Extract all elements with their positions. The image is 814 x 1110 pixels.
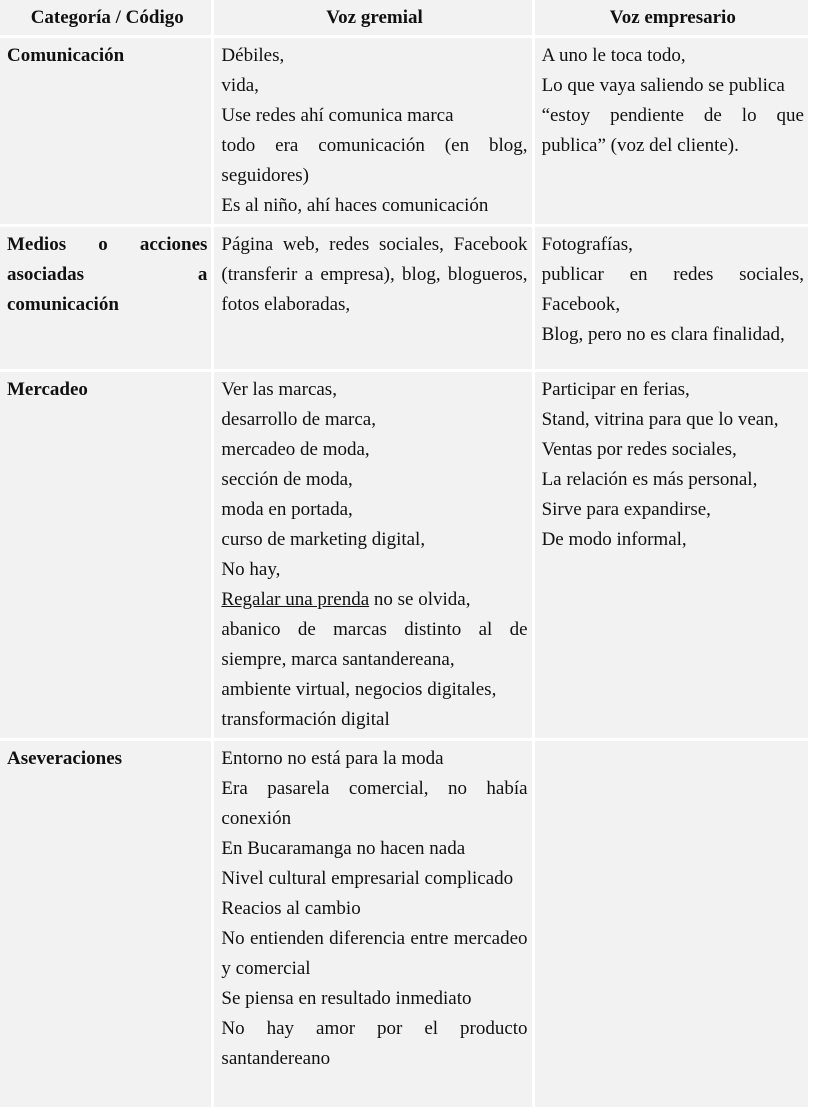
list-item: Fotografías, (541, 234, 633, 255)
category-cell: Mercadeo (0, 372, 211, 738)
list-item: vida, (221, 75, 259, 96)
list-item: moda en portada, (221, 499, 353, 520)
phrase-rest: no se olvida, (369, 589, 471, 610)
voz-gremial-cell (214, 38, 531, 224)
table-row-aseveraciones (0, 741, 808, 1107)
list-item: sección de moda, (221, 469, 353, 490)
list-item: “estoy pendiente de lo que publica” (voz del cliente). (541, 105, 804, 156)
list-item: Era pasarela comercial, no había conexión (221, 778, 528, 829)
list-item: curso de marketing digital, (221, 529, 426, 550)
list-item: ambiente virtual, negocios digitales, (221, 679, 497, 700)
table-row-mercadeo (0, 372, 808, 738)
list-item: desarrollo de marca, (221, 409, 376, 430)
list-item: mercadeo de moda, (221, 439, 370, 460)
voz-empresario-cell (535, 38, 808, 224)
voz-gremial-cell (214, 741, 531, 1107)
category-cell: Medios o acciones asociadas a comunicación (0, 227, 211, 369)
list-item: todo era comunicación (en blog, seguidores) (221, 135, 528, 186)
voz-gremial-cell (214, 372, 531, 738)
list-item: Nivel cultural empresarial complicado (221, 868, 514, 889)
list-item: No hay, (221, 559, 281, 580)
list-item: A uno le toca todo, (541, 45, 686, 66)
list-item-underlined (221, 585, 527, 615)
voz-empresario-cell (535, 372, 808, 738)
list-item: Débiles, (221, 45, 285, 66)
list-item: Es al niño, ahí haces comunicación (221, 195, 489, 216)
list-item: Ver las marcas, (221, 379, 337, 400)
list-item: Sirve para expandirse, (541, 499, 711, 520)
category-cell: Aseveraciones (0, 741, 211, 1107)
header-categoria-codigo: Categoría / Código (0, 0, 211, 35)
voz-empresario-cell-empty (535, 741, 808, 1107)
voz-empresario-cell (535, 227, 808, 369)
list-item: Reacios al cambio (221, 898, 361, 919)
list-item: Página web, redes sociales, Facebook (transferir a empresa), blog, blogueros, fotos elaboradas, (221, 234, 528, 315)
header-voz-gremial: Voz gremial (214, 0, 531, 35)
list-item: En Bucaramanga no hacen nada (221, 838, 466, 859)
list-item: Lo que vaya saliendo se publica (541, 75, 785, 96)
list-item: La relación es más personal, (541, 469, 758, 490)
list-item: transformación digital (221, 709, 390, 730)
list-item: Use redes ahí comunica marca (221, 105, 454, 126)
list-item: Ventas por redes sociales, (541, 439, 737, 460)
list-item: Entorno no está para la moda (221, 748, 444, 769)
underlined-phrase: Regalar una prenda (221, 589, 370, 610)
table-row-comunicacion (0, 38, 808, 224)
list-item: Participar en ferias, (541, 379, 690, 400)
list-item: publicar en redes sociales, Facebook, (541, 264, 804, 315)
list-item: Blog, pero no es clara finalidad, (541, 324, 785, 345)
table-row-medios (0, 227, 808, 369)
category-cell: Comunicación (0, 38, 211, 224)
list-item: De modo informal, (541, 529, 687, 550)
list-item: Stand, vitrina para que lo vean, (541, 409, 779, 430)
voz-gremial-cell (214, 227, 531, 369)
list-item: No entienden diferencia entre mercadeo y comercial (221, 928, 528, 979)
list-item: Se piensa en resultado inmediato (221, 988, 472, 1009)
header-voz-empresario: Voz empresario (535, 0, 808, 35)
list-item: abanico de marcas distinto al de siempre, marca santandereana, (221, 619, 528, 670)
list-item: No hay amor por el producto santandereano (221, 1018, 528, 1069)
header-row (0, 0, 808, 35)
